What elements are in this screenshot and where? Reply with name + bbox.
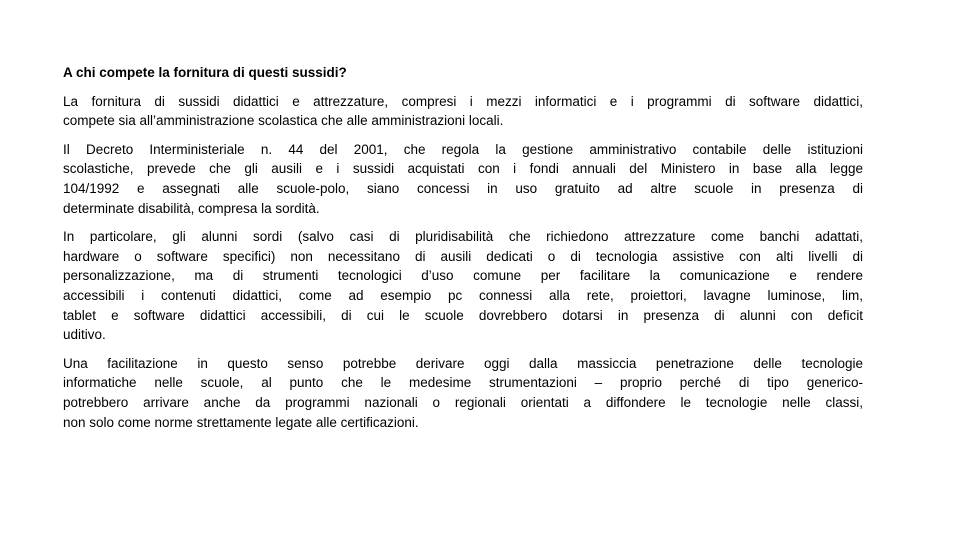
document-body bbox=[63, 63, 863, 441]
text-line: Il Decreto Interministeriale n. 44 del 2001, che regola la gestione amministrativo contabile delle istituzioni bbox=[63, 141, 863, 157]
paragraph bbox=[63, 92, 863, 131]
text-line: compete sia all’amministrazione scolastica che alle amministrazioni locali. bbox=[63, 113, 504, 129]
text-line: potrebbero arrivare anche da programmi nazionali o regionali orientati a diffondere le tecnologie nelle classi, bbox=[63, 394, 863, 410]
heading: A chi compete la fornitura di questi sussidi? bbox=[63, 65, 347, 80]
text-line: scolastiche, prevede che gli ausili e i sussidi acquistati con i fondi annuali del Ministero in base alla legge bbox=[63, 161, 863, 177]
text-line: informatiche nelle scuole, al punto che le medesime strumentazioni – proprio perché di tipo generico- bbox=[63, 375, 863, 391]
text-line: La fornitura di sussidi didattici e attrezzature, compresi i mezzi informatici e i programmi di software didattici, bbox=[63, 93, 863, 109]
text-line: personalizzazione, ma di strumenti tecnologici d’uso comune per facilitare la comunicazione e rendere bbox=[63, 268, 863, 284]
text-line: Una facilitazione in questo senso potrebbe derivare oggi dalla massiccia penetrazione delle tecnologie bbox=[63, 355, 863, 371]
text-line: 104/1992 e assegnati alle scuole-polo, siano concessi in uso gratuito ad altre scuole in presenza di bbox=[63, 180, 863, 196]
paragraph bbox=[63, 354, 863, 432]
text-line: uditivo. bbox=[63, 327, 106, 343]
text-line: hardware o software specifici) non necessitano di ausili dedicati o di tecnologia assistive con alti livelli di bbox=[63, 248, 863, 264]
paragraphs bbox=[63, 92, 863, 433]
text-line: accessibili i contenuti didattici, come ad esempio pc connessi alla rete, proiettori, lavagne luminose, lim, bbox=[63, 287, 863, 303]
paragraph bbox=[63, 140, 863, 218]
text-line: non solo come norme strettamente legate alle certificazioni. bbox=[63, 414, 419, 430]
text-line: tablet e software didattici accessibili, di cui le scuole dovrebbero dotarsi in presenza di alunni con deficit bbox=[63, 307, 863, 323]
text-line: determinate disabilità, compresa la sordità. bbox=[63, 200, 320, 216]
text-line: In particolare, gli alunni sordi (salvo casi di pluridisabilità che richiedono attrezzature come banchi adattati, bbox=[63, 229, 863, 245]
paragraph bbox=[63, 227, 863, 345]
